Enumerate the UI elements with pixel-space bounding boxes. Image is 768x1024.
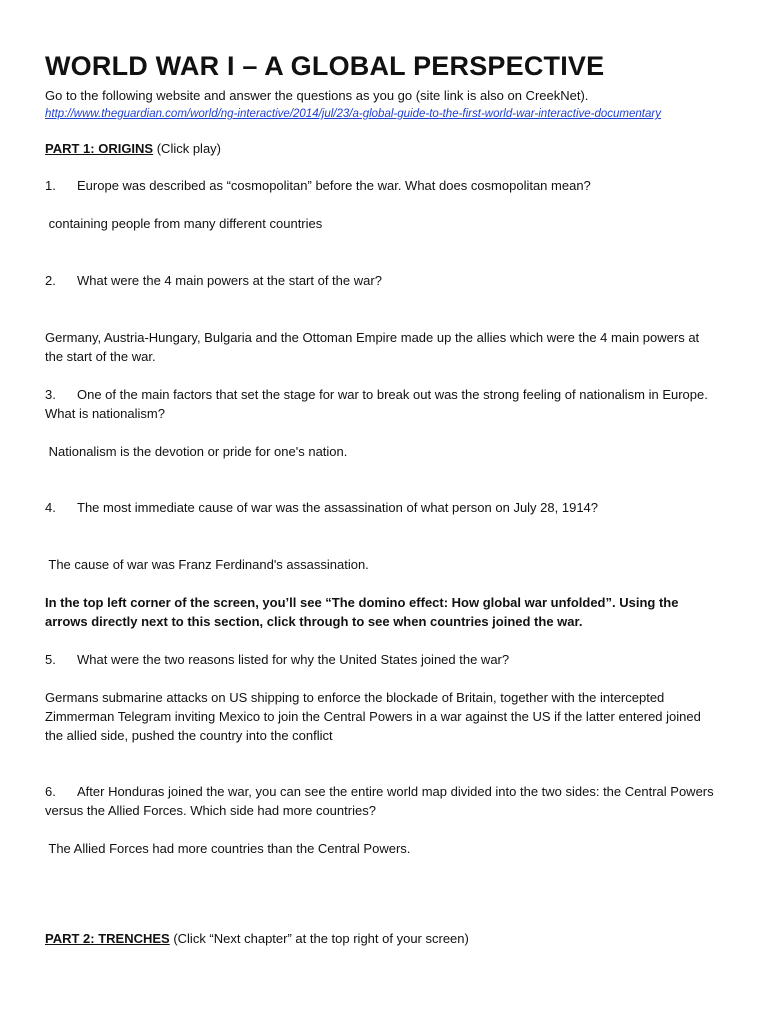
- part1-heading: PART 1: ORIGINS: [45, 141, 154, 156]
- question-2: [45, 271, 715, 290]
- question-5: [45, 650, 715, 669]
- guardian-link[interactable]: http://www.theguardian.com/world/ng-interactive/2014/jul/23/a-global-guide-to-the-first-world-war-interactive-documentary: [45, 108, 661, 120]
- domino-instruction: In the top left corner of the screen, you’ll see “The domino effect: How global war unfolded”. Using the arrows directly next to this section, click through to see when countries joined the war.: [45, 595, 679, 629]
- question-text: What were the two reasons listed for why the United States joined the war?: [77, 652, 510, 667]
- part1-heading-line: [45, 139, 715, 158]
- answer-4: The cause of war was Franz Ferdinand's assassination.: [45, 557, 369, 572]
- question-number: 1.: [45, 178, 56, 193]
- question-number: 4.: [45, 500, 56, 515]
- question-number: 6.: [45, 784, 56, 799]
- part2-heading-line: [45, 929, 715, 948]
- part1-note: (Click play): [153, 141, 222, 156]
- answer-2: Germany, Austria-Hungary, Bulgaria and the Ottoman Empire made up the allies which were the 4 main powers at the start of the war.: [45, 330, 700, 364]
- question-3: [45, 385, 715, 423]
- part2-heading: PART 2: TRENCHES: [45, 931, 170, 946]
- intro-text: Go to the following website and answer the questions as you go (site link is also on CreekNet).: [45, 88, 589, 103]
- question-text: Europe was described as “cosmopolitan” before the war. What does cosmopolitan mean?: [77, 178, 591, 193]
- question-number: 2.: [45, 273, 56, 288]
- question-text: One of the main factors that set the stage for war to break out was the strong feeling of nationalism in Europe. What is nationalism?: [45, 387, 708, 421]
- question-number: 5.: [45, 652, 56, 667]
- answer-6: The Allied Forces had more countries than the Central Powers.: [45, 841, 411, 856]
- question-text: What were the 4 main powers at the start of the war?: [77, 273, 382, 288]
- question-1: [45, 176, 715, 195]
- page-title: WORLD WAR I – A GLOBAL PERSPECTIVE: [45, 51, 605, 81]
- part2-note: (Click “Next chapter” at the top right of your screen): [169, 931, 469, 946]
- question-text: After Honduras joined the war, you can see the entire world map divided into the two sides: the Central Powers versus the Allied Forces. Which side had more countries?: [45, 784, 714, 818]
- answer-1: containing people from many different countries: [45, 216, 323, 231]
- link-line: [45, 103, 715, 124]
- question-text: The most immediate cause of war was the assassination of what person on July 28, 1914?: [77, 500, 599, 515]
- answer-5: Germans submarine attacks on US shipping to enforce the blockade of Britain, together with the intercepted Zimmerman Telegram inviting Mexico to join the Central Powers in a war against the US if the latter entered joined the allied side, pushed the country into the conflict: [45, 690, 701, 743]
- question-number: 3.: [45, 387, 56, 402]
- question-4: [45, 498, 715, 517]
- question-6: [45, 782, 715, 820]
- answer-3: Nationalism is the devotion or pride for one's nation.: [45, 444, 348, 459]
